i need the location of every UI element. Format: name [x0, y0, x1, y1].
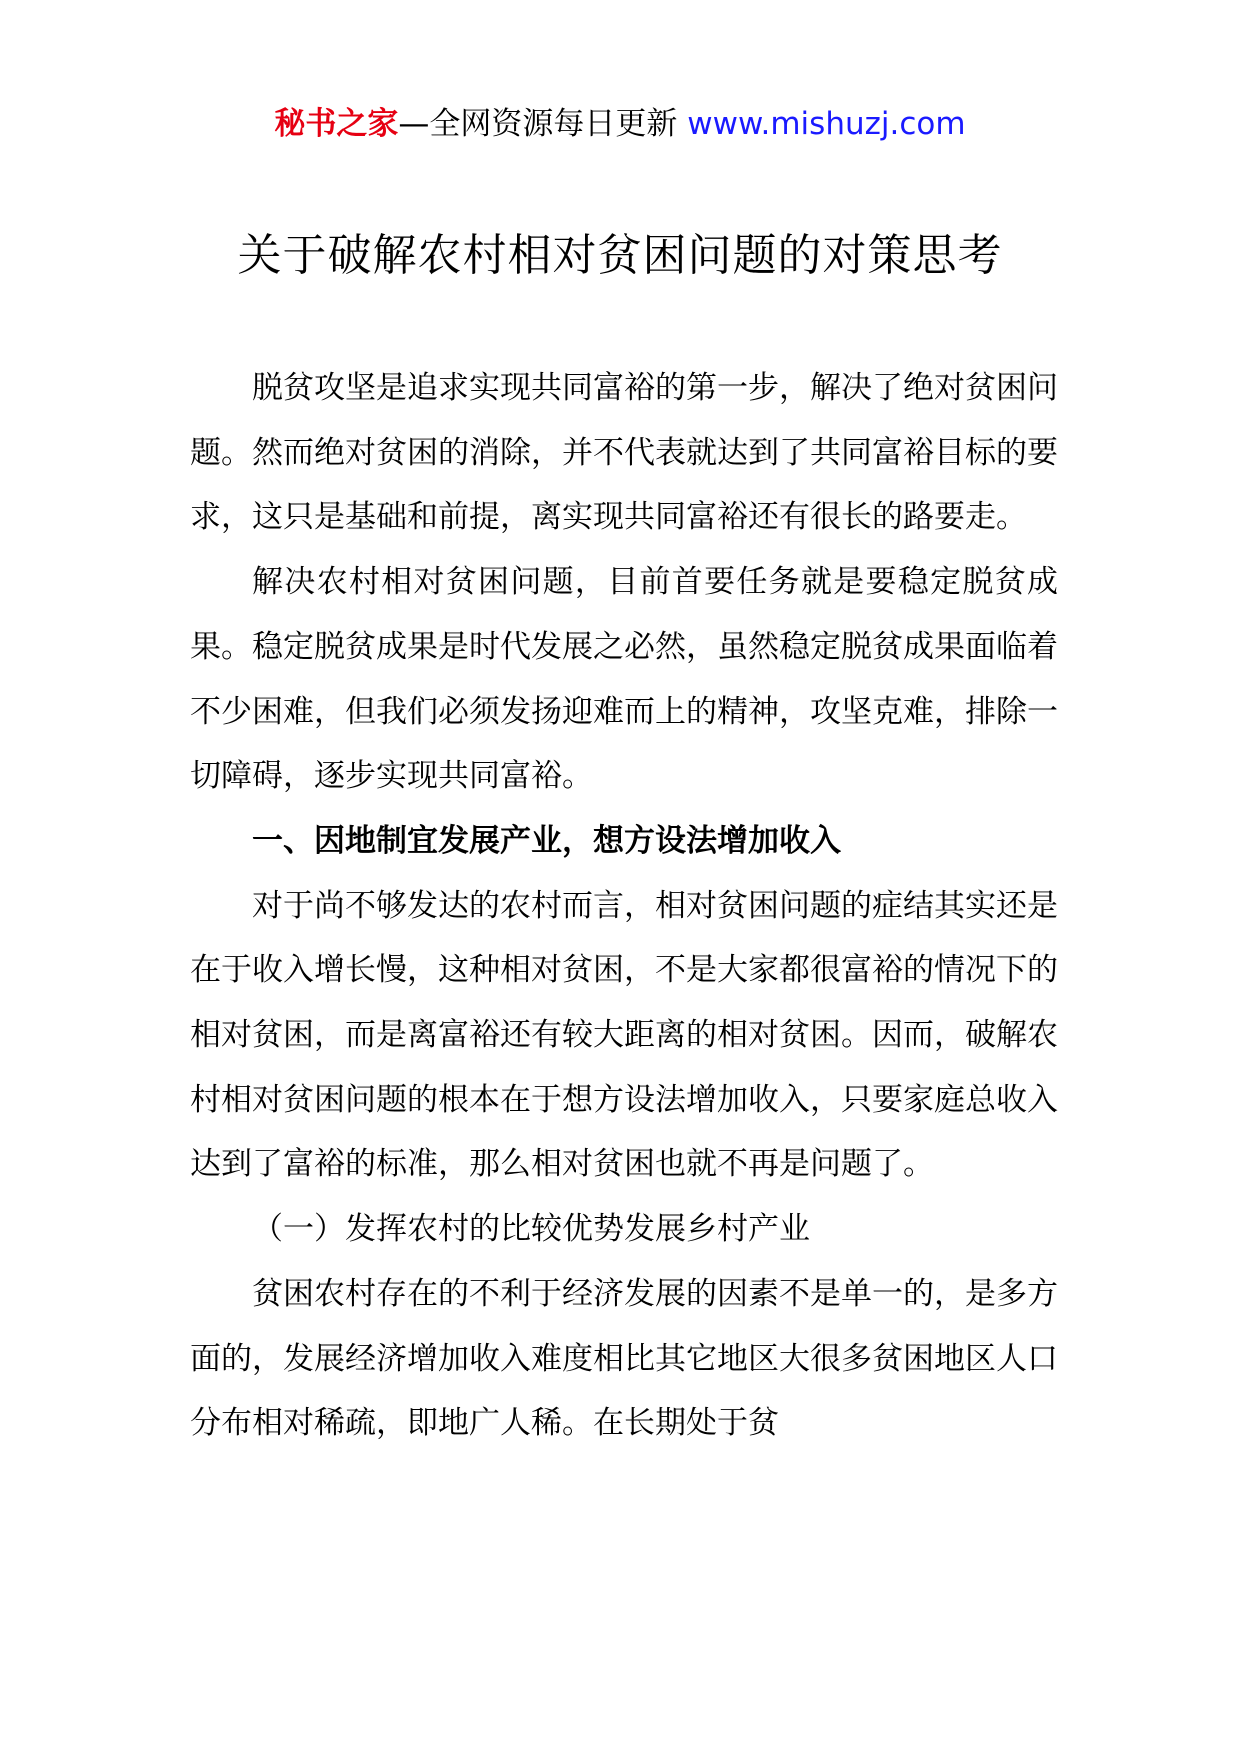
- document-title: 关于破解农村相对贫困问题的对策思考: [237, 230, 1003, 281]
- site-url-link[interactable]: www.mishuzj.com: [687, 106, 966, 142]
- section-heading: 一、因地制宜发展产业，想方设法增加收入: [252, 822, 841, 859]
- paragraph: 脱贫攻坚是追求实现共同富裕的第一步，解决了绝对贫困问题。然而绝对贫困的消除，并不代表就达到了共同富裕目标的要求，这只是基础和前提，离实现共同富裕还有很长的路要走。: [190, 370, 1058, 536]
- site-brand: 秘书之家: [274, 106, 399, 142]
- document-body: [190, 356, 1058, 1456]
- paragraph: 贫困农村存在的不利于经济发展的因素不是单一的，是多方面的，发展经济增加收入难度相比其它地区大很多贫困地区人口分布相对稀疏，即地广人稀。在长期处于贫: [190, 1275, 1058, 1442]
- paragraph: 解决农村相对贫困问题，目前首要任务就是要稳定脱贫成果。稳定脱贫成果是时代发展之必然，虽然稳定脱贫成果面临着不少困难，但我们必须发扬迎难而上的精神，攻坚克难，排除一切障碍，逐步实现共同富裕。: [190, 564, 1058, 795]
- subsection-heading: （一）发挥农村的比较优势发展乡村产业: [252, 1211, 810, 1248]
- site-tagline: —全网资源每日更新: [398, 106, 678, 142]
- paragraph: 对于尚不够发达的农村而言，相对贫困问题的症结其实还是在于收入增长慢，这种相对贫困，不是大家都很富裕的情况下的相对贫困，而是离富裕还有较大距离的相对贫困。因而，破解农村相对贫困问题的根本在于想方设法增加收入，只要家庭总收入达到了富裕的标准，那么相对贫困也就不再是问题了。: [190, 887, 1058, 1183]
- site-header: [0, 102, 1240, 146]
